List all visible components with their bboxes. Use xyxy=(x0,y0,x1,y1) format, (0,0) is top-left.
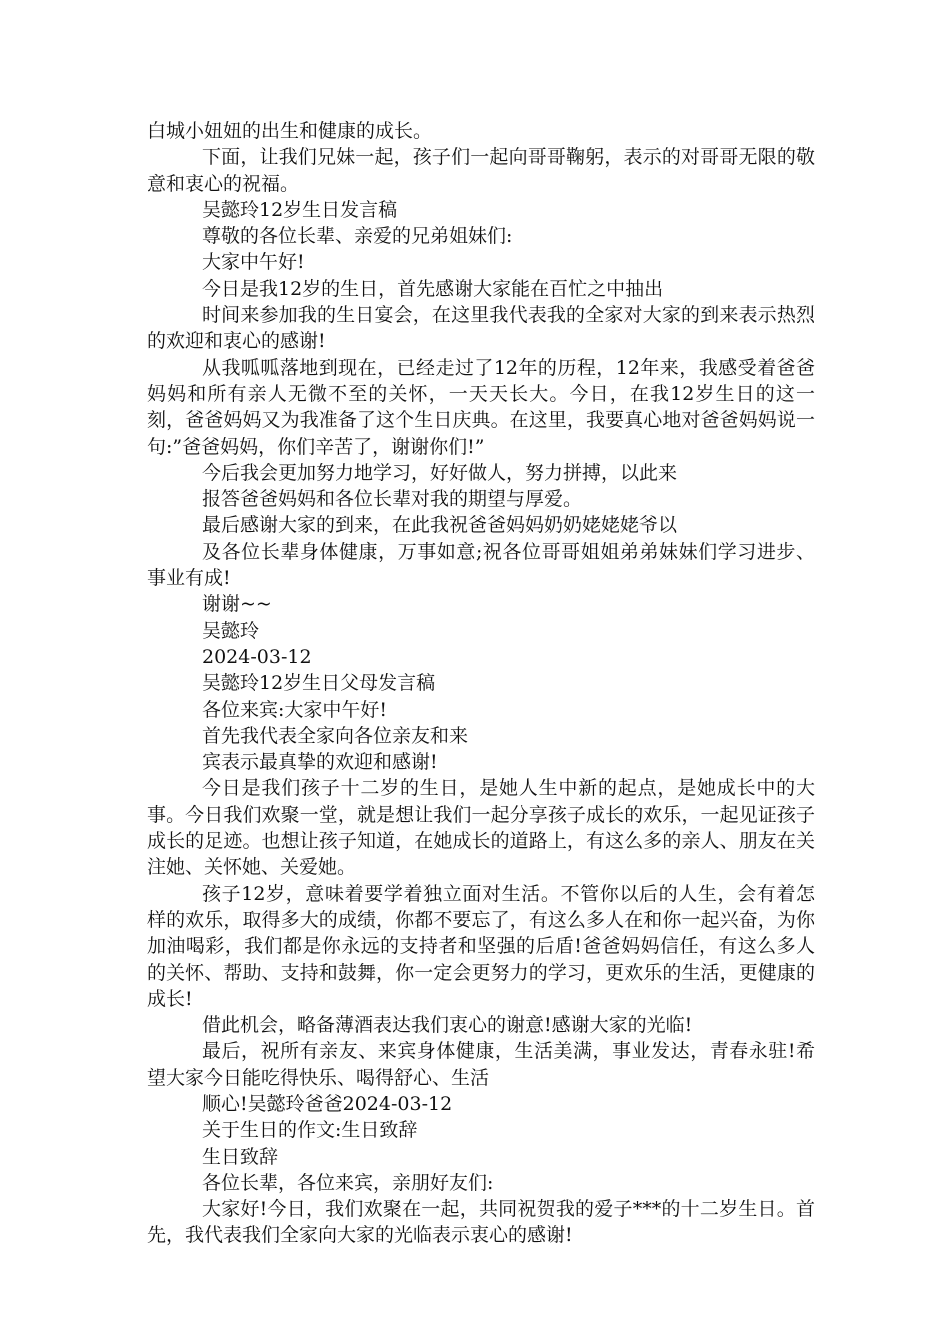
section-title: 生日致辞 xyxy=(202,1145,279,1168)
paragraph: 今后我会更加努力地学习，好好做人，努力拼搏，以此来 xyxy=(202,461,678,484)
greeting: 大家中午好! xyxy=(202,251,305,274)
salutation: 尊敬的各位长辈、亲爱的兄弟姐妹们: xyxy=(202,225,513,248)
speech-title: 吴懿玲12岁生日发言稿 xyxy=(202,198,398,221)
paragraph: 最后感谢大家的到来，在此我祝爸爸妈妈奶奶姥姥姥爷以 xyxy=(202,514,678,537)
document-body xyxy=(147,118,815,1249)
paragraph: 今日是我12岁的生日，首先感谢大家能在百忙之中抽出 xyxy=(202,277,664,300)
salutation: 各位长辈，各位来宾，亲朋好友们: xyxy=(202,1171,494,1194)
closing: 谢谢~~ xyxy=(202,593,272,616)
paragraph: 从我呱呱落地到现在，已经走过了12年的历程，12年来，我感受着爸爸妈妈和所有亲人无微不至的关怀，一天天长大。今日，在我12岁生日的这一刻，爸爸妈妈又为我准备了这个生日庆典。在这里，我要真心地对爸爸妈妈说一句:”爸爸妈妈，你们辛苦了，谢谢你们!” xyxy=(147,356,815,458)
paragraph: 最后，祝所有亲友、来宾身体健康，生活美满，事业发达，青春永驻!希望大家今日能吃得快乐、喝得舒心、生活 xyxy=(147,1040,815,1089)
date: 2024-03-12 xyxy=(202,645,312,668)
paragraph: 下面，让我们兄妹一起，孩子们一起向哥哥鞠躬，表示的对哥哥无限的敬意和衷心的祝福。 xyxy=(147,146,815,195)
paragraph: 宾表示最真挚的欢迎和感谢! xyxy=(202,751,438,774)
paragraph: 今日是我们孩子十二岁的生日，是她人生中新的起点，是她成长中的大事。今日我们欢聚一堂，就是想让我们一起分享孩子成长的欢乐，一起见证孩子成长的足迹。也想让孩子知道，在她成长的道路上，有这么多的亲人、朋友在关注她、关怀她、关爱她。 xyxy=(147,777,815,879)
signature: 吴懿玲 xyxy=(202,619,260,642)
paragraph: 大家好!今日，我们欢聚在一起，共同祝贺我的爱子***的十二岁生日。首先，我代表我们全家向大家的光临表示衷心的感谢! xyxy=(147,1198,815,1247)
paragraph: 孩子12岁，意味着要学着独立面对生活。不管你以后的人生，会有着怎样的欢乐，取得多大的成绩，你都不要忘了，有这么多人在和你一起兴奋，为你加油喝彩，我们都是你永远的支持者和坚强的后盾!爸爸妈妈信任，有这么多人的关怀、帮助、支持和鼓舞，你一定会更努力的学习，更欢乐的生活，更健康的成长! xyxy=(147,882,815,1010)
paragraph: 首先我代表全家向各位亲友和来 xyxy=(202,724,469,747)
paragraph: 借此机会，略备薄酒表达我们衷心的谢意!感谢大家的光临! xyxy=(202,1014,693,1037)
essay-title: 关于生日的作文:生日致辞 xyxy=(202,1119,418,1142)
paragraph: 报答爸爸妈妈和各位长辈对我的期望与厚爱。 xyxy=(202,488,583,511)
signature-date: 顺心!吴懿玲爸爸2024-03-12 xyxy=(202,1092,453,1115)
paragraph: 时间来参加我的生日宴会，在这里我代表我的全家对大家的到来表示热烈的欢迎和衷心的感谢! xyxy=(147,304,815,353)
speech-title: 吴懿玲12岁生日父母发言稿 xyxy=(202,672,436,695)
salutation: 各位来宾:大家中午好! xyxy=(202,698,388,721)
paragraph: 白城小妞妞的出生和健康的成长。 xyxy=(147,120,433,142)
paragraph: 及各位长辈身体健康，万事如意;祝各位哥哥姐姐弟弟妹妹们学习进步、事业有成! xyxy=(147,540,815,590)
